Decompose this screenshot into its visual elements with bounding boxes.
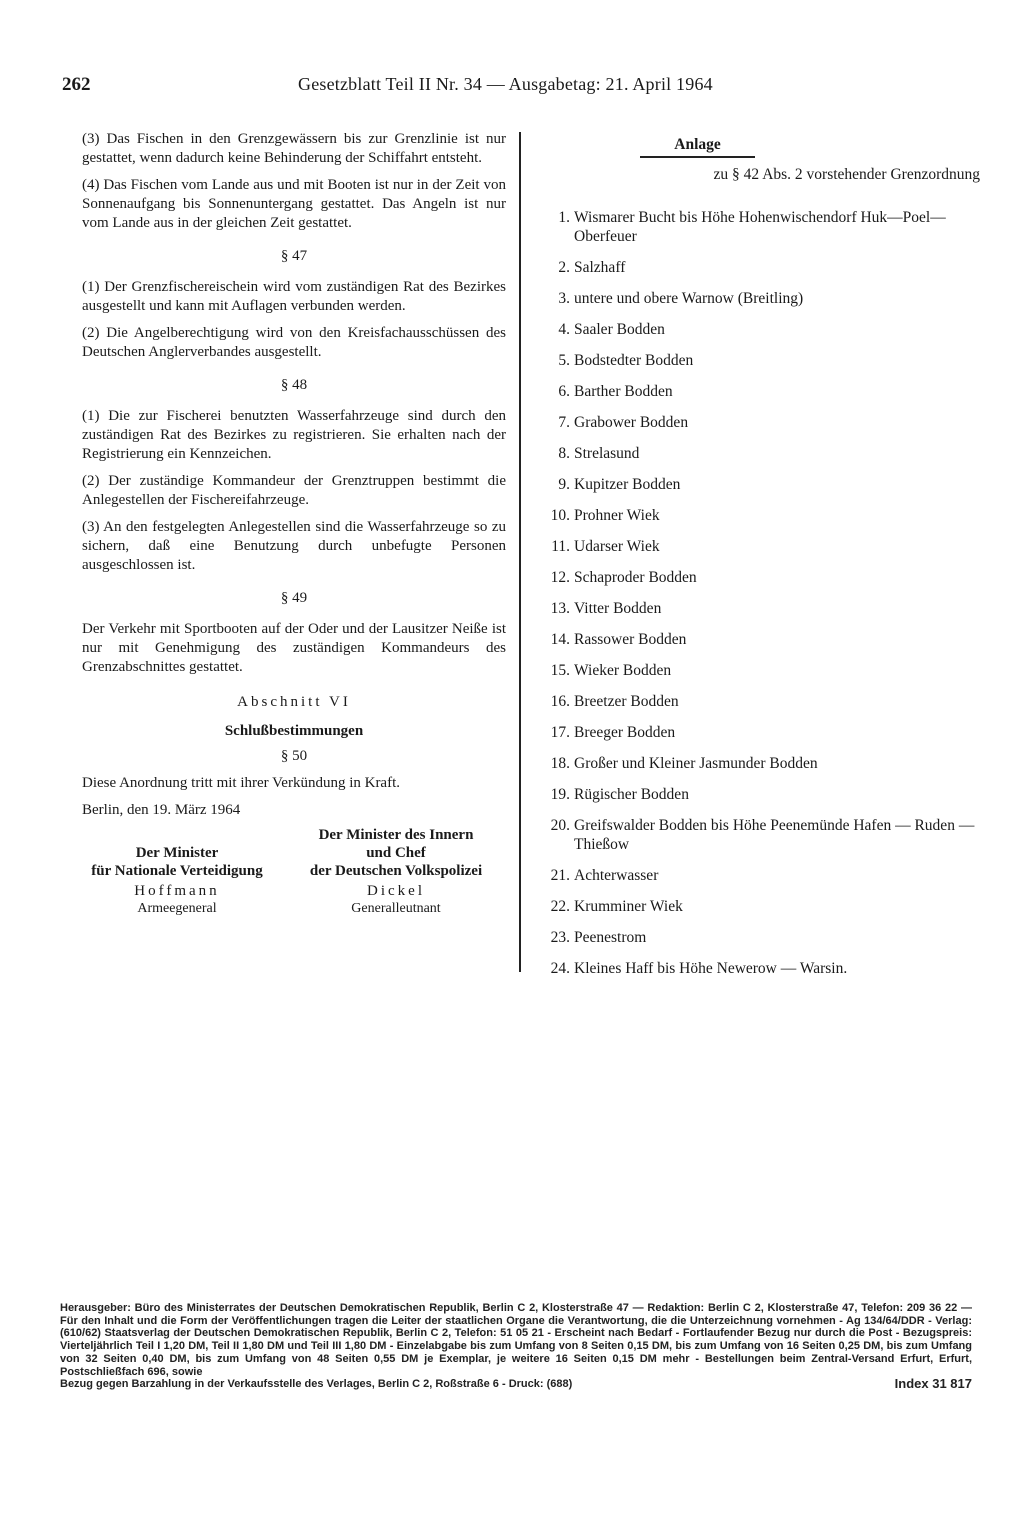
list-item-text: Prohner Wiek xyxy=(574,507,660,524)
list-item-number: 10. xyxy=(550,507,570,524)
list-item-text: Greifswalder Bodden bis Höhe Peenemünde Hafen — Ruden — Thießow xyxy=(574,817,975,853)
appendix-title: Anlage xyxy=(640,136,755,158)
list-item-text: Schaproder Bodden xyxy=(574,569,697,586)
paragraph: (3) An den festgelegten Anlegestellen sind die Wasserfahrzeuge so zu sichern, daß eine Benutzung durch unbefugte Personen ausgeschlossen ist. xyxy=(82,519,506,573)
list-item-number: 5. xyxy=(558,352,570,369)
list-item-number: 22. xyxy=(550,898,570,915)
list-item-text: Udarser Wiek xyxy=(574,538,660,555)
list-item-text: Grabower Bodden xyxy=(574,414,689,431)
list-item-number: 17. xyxy=(550,724,570,741)
list-item-text: Kupitzer Bodden xyxy=(574,476,681,493)
list-item xyxy=(540,754,980,773)
list-item-text: Kleines Haff bis Höhe Newerow — Warsin. xyxy=(574,960,848,977)
list-item xyxy=(540,320,980,339)
left-column xyxy=(82,130,506,926)
list-item xyxy=(540,630,980,649)
list-item xyxy=(540,208,980,246)
list-item-text: Rassower Bodden xyxy=(574,631,687,648)
date-line: Berlin, den 19. März 1964 xyxy=(82,802,241,818)
waters-list xyxy=(540,208,980,978)
right-column xyxy=(540,136,980,990)
list-item xyxy=(540,568,980,587)
list-item-number: 21. xyxy=(550,867,570,884)
list-item-number: 19. xyxy=(550,786,570,803)
paragraph: (4) Das Fischen vom Lande aus und mit Booten ist nur in der Zeit von Sonnenaufgang bis Sonnenuntergang gestattet. Das Angeln ist nur vom Lande aus in der gleichen Zeit gestattet. xyxy=(82,177,506,231)
list-item-number: 18. xyxy=(550,755,570,772)
section-heading: § 48 xyxy=(280,377,308,393)
list-item-text: Achterwasser xyxy=(574,867,659,884)
paragraph: Diese Anordnung tritt mit ihrer Verkündung in Kraft. xyxy=(82,775,401,791)
signature-defense-minister xyxy=(72,844,282,918)
list-item xyxy=(540,413,980,432)
list-item-text: Barther Bodden xyxy=(574,383,673,400)
list-item xyxy=(540,692,980,711)
signatory-title: und Chef xyxy=(366,845,426,861)
list-item-text: untere und obere Warnow (Breitling) xyxy=(574,290,804,307)
list-item-number: 20. xyxy=(550,817,570,834)
signatory-title: Der Minister des Innern xyxy=(318,827,474,843)
signatory-title: der Deutschen Volkspolizei xyxy=(309,863,483,879)
list-item-text: Breeger Bodden xyxy=(574,724,676,741)
paragraph: (3) Das Fischen in den Grenzgewässern bis zur Grenzlinie ist nur gestattet, wenn dadurch keine Behinderung der Schiffahrt entsteht. xyxy=(82,131,506,166)
signatory-title: Der Minister xyxy=(135,845,219,861)
list-item xyxy=(540,959,980,978)
paragraph: (1) Die zur Fischerei benutzten Wasserfahrzeuge sind durch den zuständigen Rat des Bezirkes zu registrieren. Sie erhalten nach der Registrierung ein Kennzeichen. xyxy=(82,408,506,462)
paragraph: (1) Der Grenzfischereischein wird vom zuständigen Rat des Bezirkes ausgestellt und kann mit Auflagen verbunden werden. xyxy=(82,279,506,314)
appendix-subtitle: zu § 42 Abs. 2 vorstehender Grenzordnung xyxy=(713,166,980,183)
list-item xyxy=(540,382,980,401)
imprint-text: Herausgeber: Büro des Ministerrates der Deutschen Demokratischen Republik, Berlin C 2, Klosterstraße 47 — Redaktion: Berlin C 2, Klosterstraße 47, Telefon: 209 36 22 — Für den Inhalt und die Form der Veröffentlichungen tragen die Leiter der staatlichen Organe die Verantwortung, die die Unterzeichnung vornehmen - Ag 134/64/DDR - Verlag: (610/62) Staatsverlag der Deutschen Demokratischen Republik, Berlin C 2, Telefon: 51 05 21 - Erscheint nach Bedarf - Fortlaufender Bezug nur durch die Post - Bezugspreis: Vierteljährlich Teil I 1,20 DM, Teil II 1,80 DM und Teil III 1,80 DM - Einzelabgabe bis zum Umfang von 8 Seiten 0,15 DM, bis zum Umfang von 16 Seiten 0,25 DM, bis zum Umfang von 32 Seiten 0,40 DM, bis zum Umfang von 48 Seiten 0,55 DM je Exemplar, je weitere 16 Seiten 0,15 DM mehr - Bestellungen beim Zentral-Versand Erfurt, Erfurt, Postschließfach 696, sowie xyxy=(60,1302,972,1378)
list-item-number: 14. xyxy=(550,631,570,648)
column-divider xyxy=(519,132,521,972)
list-item xyxy=(540,897,980,916)
signatory-rank: Generalleutnant xyxy=(351,901,441,916)
list-item-number: 16. xyxy=(550,693,570,710)
list-item xyxy=(540,258,980,277)
list-item-text: Strelasund xyxy=(574,445,640,462)
paragraph: Der Verkehr mit Sportbooten auf der Oder und der Lausitzer Neiße ist nur mit Genehmigung des zuständigen Kommandeurs des Grenzabschnittes gestattet. xyxy=(82,621,506,675)
section-heading: § 49 xyxy=(280,590,308,606)
list-item xyxy=(540,537,980,556)
list-item-number: 13. xyxy=(550,600,570,617)
list-item-number: 8. xyxy=(558,445,570,462)
paragraph: (2) Die Angelberechtigung wird von den Kreisfachausschüssen des Deutschen Anglerverbandes ausgestellt. xyxy=(82,325,506,360)
list-item-number: 11. xyxy=(551,538,570,555)
page-number: 262 xyxy=(62,74,91,95)
list-item xyxy=(540,661,980,680)
signatory-rank: Armeegeneral xyxy=(137,901,217,916)
list-item-text: Peenestrom xyxy=(574,929,647,946)
list-item-number: 12. xyxy=(550,569,570,586)
list-item-text: Salzhaff xyxy=(574,259,626,276)
list-item-text: Breetzer Bodden xyxy=(574,693,679,710)
imprint-text-last: Bezug gegen Barzahlung in der Verkaufsstelle des Verlages, Berlin C 2, Roßstraße 6 - Druck: (688) xyxy=(60,1378,573,1391)
list-item xyxy=(540,289,980,308)
list-item-number: 6. xyxy=(558,383,570,400)
list-item-number: 23. xyxy=(550,929,570,946)
gazette-title: Gesetzblatt Teil II Nr. 34 — Ausgabetag: 21. April 1964 xyxy=(298,74,713,94)
list-item xyxy=(540,816,980,854)
imprint-footer xyxy=(60,1302,972,1391)
list-item xyxy=(540,475,980,494)
list-item-text: Saaler Bodden xyxy=(574,321,665,338)
signatory-name: Dickel xyxy=(367,883,425,899)
list-item-number: 3. xyxy=(558,290,570,307)
chapter-heading: Abschnitt VI xyxy=(237,694,351,710)
list-item-number: 7. xyxy=(558,414,570,431)
section-heading: § 50 xyxy=(280,748,308,764)
page-header xyxy=(62,74,962,100)
signatures xyxy=(82,826,506,926)
signatory-name: Hoffmann xyxy=(134,883,220,899)
list-item xyxy=(540,928,980,947)
list-item-text: Wieker Bodden xyxy=(574,662,672,679)
list-item-number: 24. xyxy=(550,960,570,977)
list-item-text: Rügischer Bodden xyxy=(574,786,689,803)
list-item-number: 4. xyxy=(558,321,570,338)
list-item-text: Vitter Bodden xyxy=(574,600,662,617)
list-item xyxy=(540,599,980,618)
list-item-text: Krumminer Wiek xyxy=(574,898,683,915)
list-item-text: Wismarer Bucht bis Höhe Hohenwischendorf Huk—Poel—Oberfeuer xyxy=(574,209,946,245)
list-item xyxy=(540,506,980,525)
list-item-number: 15. xyxy=(550,662,570,679)
signature-interior-minister xyxy=(286,826,506,918)
list-item-number: 9. xyxy=(558,476,570,493)
list-item xyxy=(540,351,980,370)
list-item-text: Bodstedter Bodden xyxy=(574,352,694,369)
list-item xyxy=(540,723,980,742)
section-heading: § 47 xyxy=(280,248,308,264)
list-item-number: 1. xyxy=(558,209,570,226)
list-item-number: 2. xyxy=(558,259,570,276)
list-item xyxy=(540,785,980,804)
index-number: Index 31 817 xyxy=(894,1376,972,1392)
list-item xyxy=(540,444,980,463)
paragraph: (2) Der zuständige Kommandeur der Grenztruppen bestimmt die Anlegestellen der Fischereifahrzeuge. xyxy=(82,473,506,508)
list-item xyxy=(540,866,980,885)
list-item-text: Großer und Kleiner Jasmunder Bodden xyxy=(574,755,818,772)
chapter-title: Schlußbestimmungen xyxy=(224,723,364,739)
signatory-title: für Nationale Verteidigung xyxy=(91,863,263,879)
